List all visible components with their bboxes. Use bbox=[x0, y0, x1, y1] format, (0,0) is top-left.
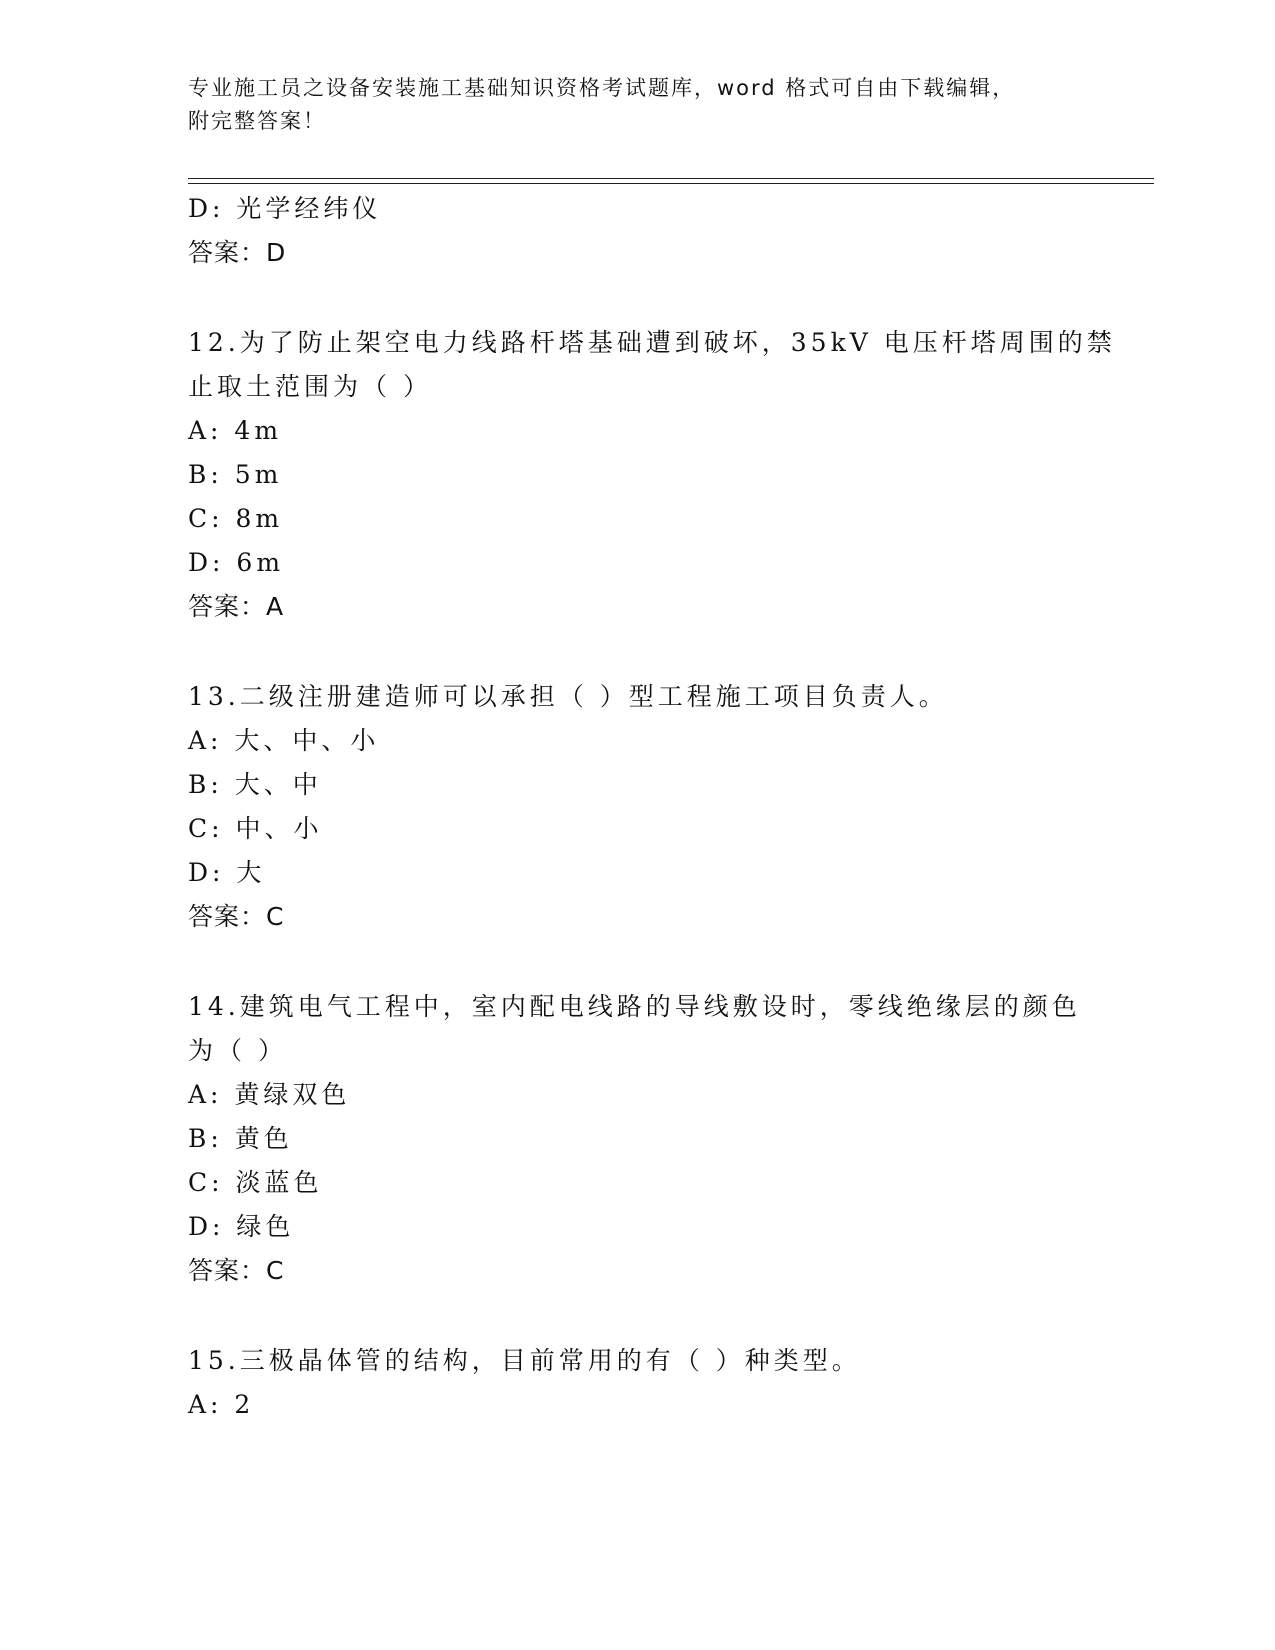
question-12-option-a: A: 4m bbox=[188, 416, 283, 445]
question-14-option-a: A: 黄绿双色 bbox=[188, 1080, 351, 1109]
prev-answer: 答案：D bbox=[188, 238, 287, 267]
question-14-stem-line-1: 14.建筑电气工程中，室内配电线路的导线敷设时，零线绝缘层的颜色 bbox=[188, 992, 1081, 1021]
header-divider-bottom bbox=[188, 183, 1154, 184]
question-12-stem-line-2: 止取土范围为（ ） bbox=[188, 372, 432, 401]
question-14-option-b: B: 黄色 bbox=[188, 1124, 293, 1153]
question-14-answer: 答案：C bbox=[188, 1256, 285, 1285]
question-14-option-c: C: 淡蓝色 bbox=[188, 1168, 323, 1197]
question-13-stem-line-1: 13.二级注册建造师可以承担（ ）型工程施工项目负责人。 bbox=[188, 682, 948, 711]
question-14-option-d: D: 绿色 bbox=[188, 1212, 295, 1241]
header-line-1: 专业施工员之设备安装施工基础知识资格考试题库，word 格式可自由下载编辑， bbox=[188, 76, 1016, 100]
question-12-option-b: B: 5m bbox=[188, 460, 283, 489]
question-15-stem-line-1: 15.三极晶体管的结构，目前常用的有（ ）种类型。 bbox=[188, 1346, 861, 1375]
question-12-option-c: C: 8m bbox=[188, 504, 284, 533]
question-13-option-a: A: 大、中、小 bbox=[188, 726, 380, 755]
question-12-option-d: D: 6m bbox=[188, 548, 285, 577]
question-15-option-a: A: 2 bbox=[188, 1390, 255, 1419]
question-13-option-b: B: 大、中 bbox=[188, 770, 322, 799]
question-13-option-d: D: 大 bbox=[188, 858, 266, 887]
question-12-answer: 答案：A bbox=[188, 592, 285, 621]
document-header bbox=[188, 72, 1068, 138]
question-14-stem-line-2: 为（ ） bbox=[188, 1036, 287, 1065]
header-divider-top bbox=[188, 178, 1154, 179]
header-line-2: 附完整答案！ bbox=[188, 109, 326, 133]
question-13-answer: 答案：C bbox=[188, 902, 285, 931]
question-12-stem-line-1: 12.为了防止架空电力线路杆塔基础遭到破坏，35kV 电压杆塔周围的禁 bbox=[188, 328, 1116, 357]
question-13-option-c: C: 中、小 bbox=[188, 814, 323, 843]
prev-option-d: D: 光学经纬仪 bbox=[188, 194, 382, 223]
